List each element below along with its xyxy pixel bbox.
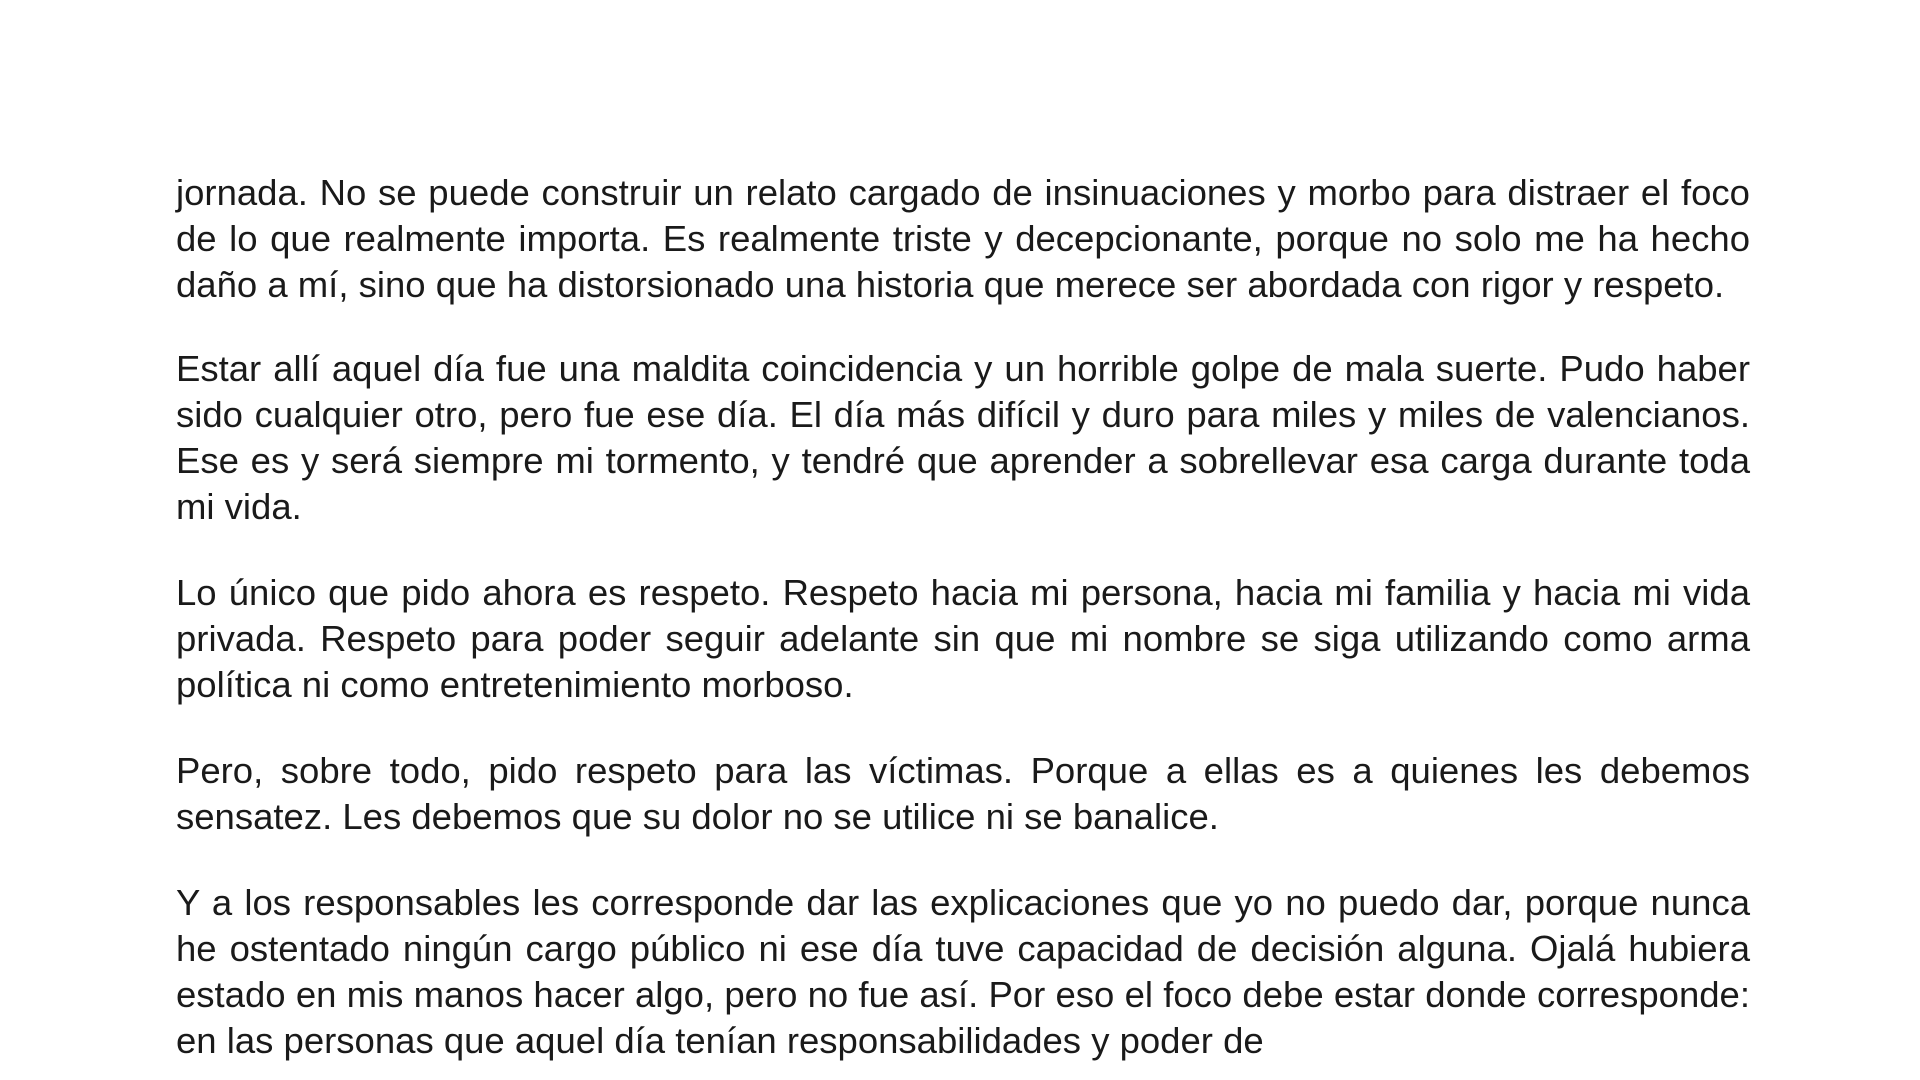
paragraph-5: Y a los responsables les corresponde dar las explicaciones que yo no puedo dar, porque nunca he ostentado ningún cargo público ni ese día tuve capacidad de decisión alguna. Ojalá hubiera estado en mis manos hacer algo, pero no fue así. Por eso el foco debe estar donde corresponde: en las personas que aquel día tenían responsabilidades y poder de: [176, 882, 1750, 1061]
paragraph-1: jornada. No se puede construir un relato cargado de insinuaciones y morbo para distraer el foco de lo que realmente importa. Es realmente triste y decepcionante, porque no solo me ha hecho daño a mí, sino que ha distorsionado una historia que merece ser abordada con rigor y respeto.: [176, 172, 1750, 305]
paragraph-4: Pero, sobre todo, pido respeto para las víctimas. Porque a ellas es a quienes les debemos sensatez. Les debemos que su dolor no se utilice ni se banalice.: [176, 750, 1750, 837]
document-body: [176, 170, 1750, 1080]
paragraph-3: Lo único que pido ahora es respeto. Respeto hacia mi persona, hacia mi familia y hacia mi vida privada. Respeto para poder seguir adelante sin que mi nombre se siga utilizando como arma política ni como entretenimiento morboso.: [176, 572, 1750, 705]
paragraph-2: Estar allí aquel día fue una maldita coincidencia y un horrible golpe de mala suerte. Pudo haber sido cualquier otro, pero fue ese día. El día más difícil y duro para miles y miles de valencianos. Ese es y será siempre mi tormento, y tendré que aprender a sobrellevar esa carga durante toda mi vida.: [176, 348, 1750, 527]
